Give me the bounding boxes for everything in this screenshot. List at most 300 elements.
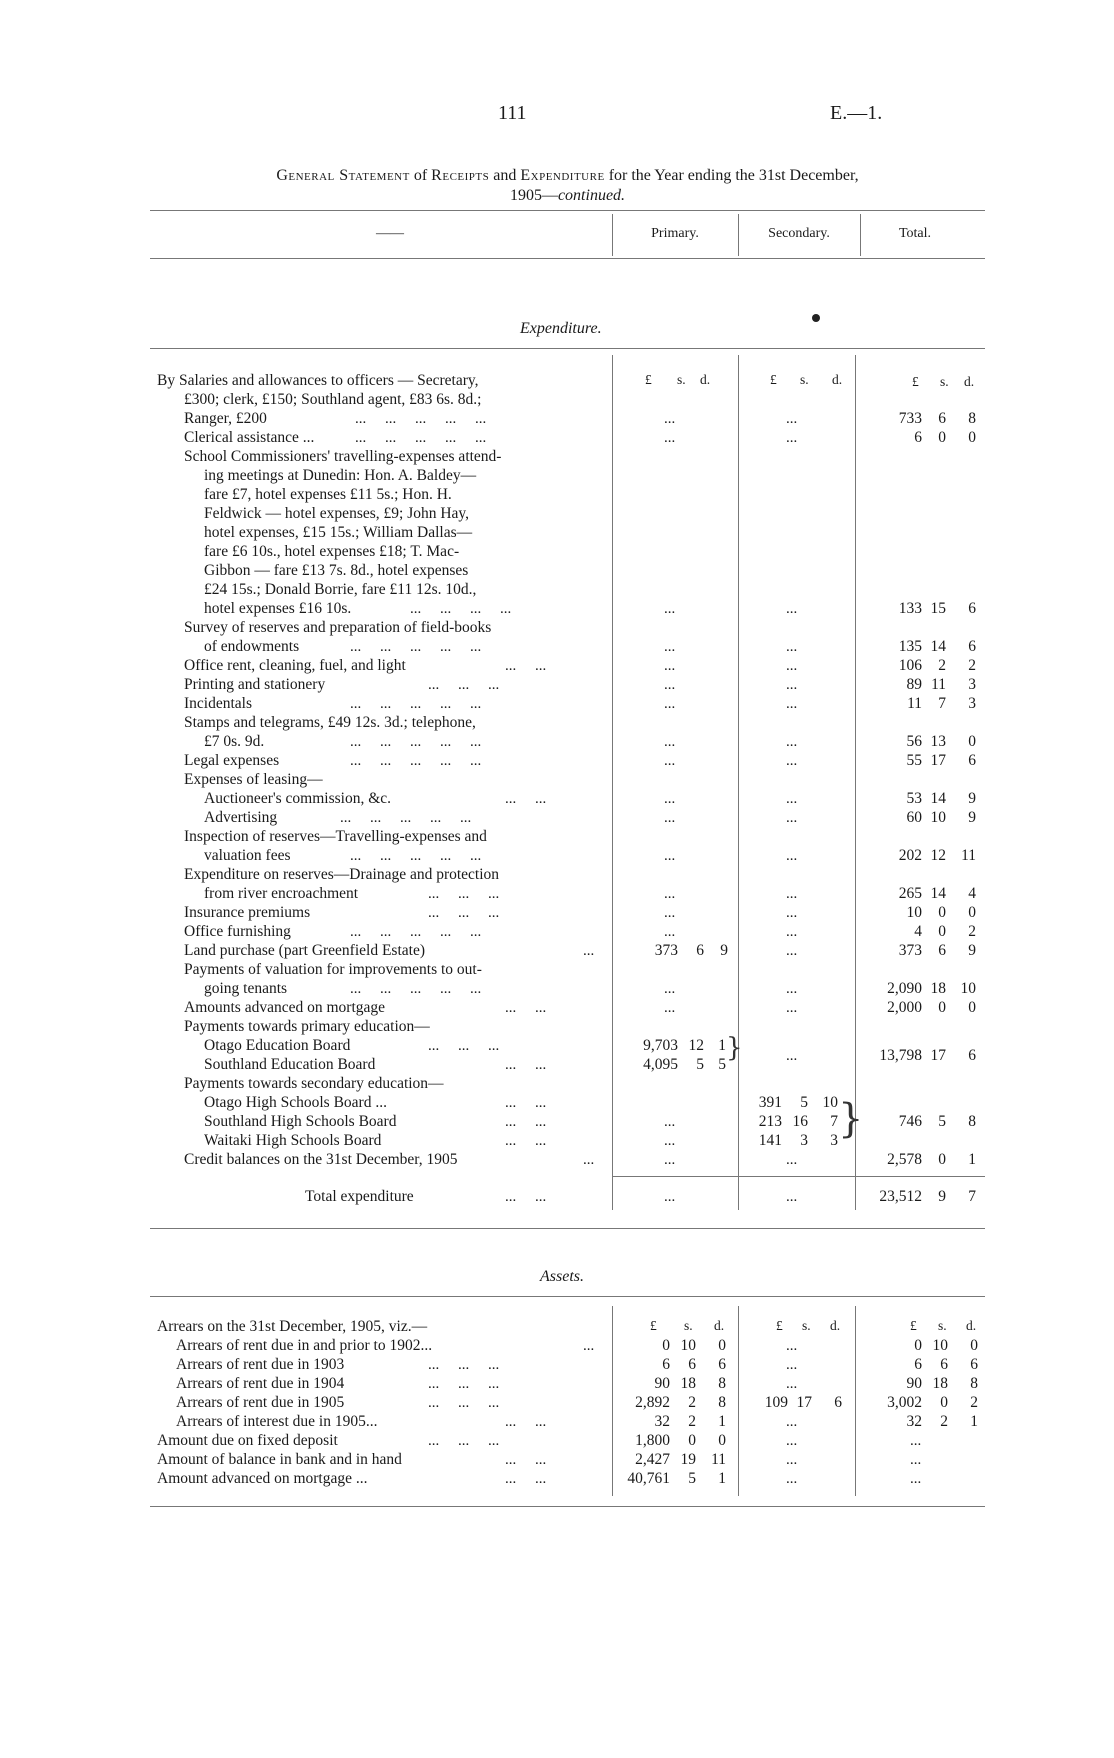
at-0-d: 0 — [970, 1337, 978, 1354]
t-printing-s: 11 — [931, 676, 946, 693]
exp-secondary-pound: £ — [770, 372, 777, 387]
exp-line-insurance: Insurance premiums — [184, 904, 311, 921]
s-dots-incidentals: ... — [786, 696, 798, 712]
title-receipts: Receipts — [431, 167, 490, 184]
t-clerical-d: 0 — [968, 429, 976, 446]
exp-line-travel-9: hotel expenses £16 10s. — [204, 600, 352, 617]
at-1-d: 6 — [970, 1356, 978, 1373]
s-dots-mortgage: ... — [786, 1000, 798, 1016]
t-valuation-d: 10 — [960, 980, 976, 997]
title-expenditure: Expenditure — [520, 167, 605, 184]
p-otago-edu-d: 1 — [718, 1037, 726, 1054]
as-rent-1905-s: 17 — [796, 1394, 812, 1411]
exp-line-credit: Credit balances on the 31st December, 1905 — [184, 1151, 458, 1168]
p-dots-mortgage: ... — [664, 1000, 676, 1016]
p-dots-advertising: ... — [664, 810, 676, 826]
t-insurance-l: 10 — [906, 904, 922, 921]
t-advertising-s: 10 — [930, 809, 946, 826]
t-travel-l: 133 — [898, 600, 922, 617]
t-stamps-l: 56 — [906, 733, 922, 750]
assets-top-rule — [150, 1296, 985, 1297]
p-southland-edu-s: 5 — [696, 1056, 704, 1073]
asset-dots-rent-1903: ... ... ... — [428, 1357, 500, 1373]
t-grand-d: 7 — [968, 1188, 976, 1205]
exp-line-salaries-3: Ranger, £200 — [184, 410, 267, 427]
p-dots-incidentals: ... — [664, 696, 676, 712]
exp-line-furnishing: Office furnishing — [184, 923, 291, 940]
s-dots-credit: ... — [786, 1152, 798, 1168]
p-dots-office: ... — [664, 658, 676, 674]
s-dots-inspection: ... — [786, 848, 798, 864]
s-dots-advertising: ... — [786, 810, 798, 826]
p-dots-legal: ... — [664, 753, 676, 769]
at-dots-5: ... — [910, 1433, 922, 1449]
exp-line-waitaki-high: Waitaki High Schools Board — [204, 1132, 382, 1149]
t-legal-d: 6 — [968, 752, 976, 769]
assets-total-shilling: s. — [938, 1318, 947, 1333]
exp-dots-land: ... — [583, 943, 595, 959]
exp-line-primary-edu: Payments towards primary education— — [184, 1018, 430, 1035]
exp-line-office: Office rent, cleaning, fuel, and light — [184, 657, 406, 674]
t-auctioneer-l: 53 — [906, 790, 922, 807]
s-southland-high-d: 7 — [830, 1113, 838, 1130]
assets-primary-pound: £ — [650, 1318, 657, 1333]
as-dots-7: ... — [786, 1471, 798, 1487]
exp-secondary-shilling: s. — [800, 372, 809, 387]
s-southland-high-s: 16 — [792, 1113, 808, 1130]
asset-line-arrears: Arrears on the 31st December, 1905, viz.— — [157, 1318, 428, 1335]
at-4-l: 32 — [906, 1413, 922, 1430]
exp-total-shilling: s. — [940, 374, 949, 389]
p-southland-edu-d: 5 — [718, 1056, 726, 1073]
exp-line-travel-2: ing meetings at Dunedin: Hon. A. Baldey— — [204, 467, 477, 484]
p-land-s: 6 — [696, 942, 704, 959]
exp-total-label: Total expenditure — [305, 1188, 414, 1205]
at-3-s: 0 — [940, 1394, 948, 1411]
document-code: E.—1. — [830, 102, 883, 124]
ap-2-d: 8 — [718, 1375, 726, 1392]
s-waitaki-high-d: 3 — [830, 1132, 838, 1149]
at-2-s: 18 — [932, 1375, 948, 1392]
exp-line-land: Land purchase (part Greenfield Estate) — [184, 942, 425, 959]
exp-line-stamps-2: £7 0s. 9d. — [204, 733, 265, 750]
exp-bottom-rule — [150, 1228, 985, 1229]
exp-dots-incidentals: ... ... ... ... ... — [350, 696, 482, 712]
s-dots-stamps: ... — [786, 734, 798, 750]
as-dots-4: ... — [786, 1414, 798, 1430]
asset-line-rent-1902: Arrears of rent due in and prior to 1902... — [176, 1337, 433, 1354]
at-dots-6: ... — [910, 1452, 922, 1468]
exp-line-valuation-1: Payments of valuation for improvements to out- — [184, 961, 482, 978]
t-legal-s: 17 — [930, 752, 946, 769]
ap-3-d: 8 — [718, 1394, 726, 1411]
asset-dots-rent-1902: ... — [583, 1338, 595, 1354]
t-furnishing-l: 4 — [914, 923, 922, 940]
at-4-s: 2 — [940, 1413, 948, 1430]
asset-dots-rent-1904: ... ... ... — [428, 1376, 500, 1392]
exp-dots-credit: ... — [583, 1152, 595, 1168]
exp-line-salaries-2: £300; clerk, £150; Southland agent, £83 6s. 8d.; — [184, 391, 482, 408]
t-incidentals-s: 7 — [938, 695, 946, 712]
ap-3-l: 2,892 — [635, 1394, 670, 1411]
p-land-d: 9 — [720, 942, 728, 959]
t-inspection-s: 12 — [930, 847, 946, 864]
exp-dots-inspection: ... ... ... ... ... — [350, 848, 482, 864]
s-dots-auctioneer: ... — [786, 791, 798, 807]
t-incidentals-d: 3 — [968, 695, 976, 712]
ap-2-l: 90 — [654, 1375, 670, 1392]
exp-dots-legal: ... ... ... ... ... — [350, 753, 482, 769]
asset-dots-mortgage: ... ... — [505, 1471, 547, 1487]
col-head-secondary: Secondary. — [768, 226, 830, 241]
asset-dots-fixed-deposit: ... ... ... — [428, 1433, 500, 1449]
t-land-s: 6 — [938, 942, 946, 959]
t-office-s: 2 — [938, 657, 946, 674]
title-of: of — [413, 167, 428, 184]
asset-line-mortgage: Amount advanced on mortgage ... — [157, 1470, 368, 1487]
t-reserves-l: 265 — [898, 885, 922, 902]
p-dots-waitaki-high: ... — [664, 1133, 676, 1149]
t-primary-edu-d: 6 — [968, 1047, 976, 1064]
asset-line-rent-1904: Arrears of rent due in 1904 — [176, 1375, 345, 1392]
t-credit-l: 2,578 — [887, 1151, 922, 1168]
p-dots-furnishing: ... — [664, 924, 676, 940]
top-rule — [150, 210, 985, 211]
exp-line-leasing: Expenses of leasing— — [184, 771, 323, 788]
p-dots-reserves: ... — [664, 886, 676, 902]
exp-dots-reserves: ... ... ... — [428, 886, 500, 902]
t-secondary-edu-l: 746 — [898, 1113, 922, 1130]
t-land-l: 373 — [898, 942, 922, 959]
exp-line-travel-8: £24 15s.; Donald Borrie, fare £11 12s. 10d., — [204, 581, 477, 598]
title-and: and — [493, 167, 517, 184]
ap-6-d: 11 — [711, 1451, 726, 1468]
exp-line-incidentals: Incidentals — [184, 695, 253, 712]
p-dots-inspection: ... — [664, 848, 676, 864]
p-otago-edu-s: 12 — [688, 1037, 704, 1054]
exp-line-travel-1: School Commissioners' travelling-expenses attend- — [184, 448, 502, 465]
exp-line-legal: Legal expenses — [184, 752, 280, 769]
p-dots-clerical: ... — [664, 430, 676, 446]
s-dots-total: ... — [786, 1189, 798, 1205]
ap-6-s: 19 — [680, 1451, 696, 1468]
t-grand-l: 23,512 — [879, 1188, 922, 1205]
exp-line-reserves-2: from river encroachment — [204, 885, 359, 902]
t-clerical-s: 0 — [938, 429, 946, 446]
t-stamps-d: 0 — [968, 733, 976, 750]
t-secondary-edu-s: 5 — [938, 1113, 946, 1130]
ap-7-d: 1 — [718, 1470, 726, 1487]
asset-dots-interest: ... ... — [505, 1414, 547, 1430]
expenditure-heading: Expenditure. — [520, 320, 602, 337]
t-grand-s: 9 — [938, 1188, 946, 1205]
p-dots-total: ... — [664, 1189, 676, 1205]
assets-bottom-rule — [150, 1506, 985, 1507]
ap-7-l: 40,761 — [627, 1470, 670, 1487]
t-advertising-l: 60 — [906, 809, 922, 826]
exp-dots-furnishing: ... ... ... ... ... — [350, 924, 482, 940]
t-printing-d: 3 — [968, 676, 976, 693]
statement-title — [150, 166, 985, 185]
ap-4-d: 1 — [718, 1413, 726, 1430]
t-inspection-l: 202 — [898, 847, 922, 864]
exp-line-inspection-2: valuation fees — [204, 847, 291, 864]
exp-col-line-3 — [855, 355, 856, 1210]
asset-line-rent-1903: Arrears of rent due in 1903 — [176, 1356, 345, 1373]
exp-dots-survey: ... ... ... ... ... — [350, 639, 482, 655]
title-continued: continued. — [557, 187, 626, 204]
ap-2-s: 18 — [680, 1375, 696, 1392]
ap-1-s: 6 — [688, 1356, 696, 1373]
p-dots-travel: ... — [664, 601, 676, 617]
exp-dots-office: ... ... — [505, 658, 547, 674]
exp-dots-otago-edu: ... ... ... — [428, 1038, 500, 1054]
title-year: 1905— — [509, 187, 558, 204]
exp-dots-auctioneer: ... ... — [505, 791, 547, 807]
ap-4-l: 32 — [654, 1413, 670, 1430]
s-waitaki-high-l: 141 — [758, 1132, 782, 1149]
p-dots-salaries: ... — [664, 411, 676, 427]
t-credit-d: 1 — [968, 1151, 976, 1168]
exp-dots-travel: ... ... ... ... — [410, 601, 512, 617]
ap-5-l: 1,800 — [635, 1432, 670, 1449]
t-clerical-l: 6 — [914, 429, 922, 446]
exp-line-secondary-edu: Payments towards secondary education— — [184, 1075, 444, 1092]
ap-5-s: 0 — [688, 1432, 696, 1449]
t-stamps-s: 13 — [930, 733, 946, 750]
as-rent-1905-d: 6 — [834, 1394, 842, 1411]
exp-total-pound: £ — [912, 374, 919, 389]
assets-primary-shilling: s. — [684, 1318, 693, 1333]
exp-line-survey-2: of endowments — [204, 638, 300, 655]
p-dots-insurance: ... — [664, 905, 676, 921]
as-dots-0: ... — [786, 1338, 798, 1354]
t-survey-d: 6 — [968, 638, 976, 655]
t-mortgage-s: 0 — [938, 999, 946, 1016]
as-dots-6: ... — [786, 1452, 798, 1468]
ap-4-s: 2 — [688, 1413, 696, 1430]
exp-dots-southland-edu: ... ... — [505, 1057, 547, 1073]
s-dots-primary-edu: ... — [786, 1048, 798, 1064]
ap-0-l: 0 — [662, 1337, 670, 1354]
exp-line-clerical: Clerical assistance ... — [184, 429, 315, 446]
asset-dots-bank: ... ... — [505, 1452, 547, 1468]
t-legal-l: 55 — [906, 752, 922, 769]
title-general-statement: General Statement — [276, 167, 410, 184]
exp-line-stamps-1: Stamps and telegrams, £49 12s. 3d.; telephone, — [184, 714, 476, 731]
at-3-d: 2 — [970, 1394, 978, 1411]
exp-dots-printing: ... ... ... — [428, 677, 500, 693]
asset-line-interest: Arrears of interest due in 1905... — [176, 1413, 378, 1430]
expenditure-top-rule — [150, 348, 985, 349]
s-otago-high-s: 5 — [800, 1094, 808, 1111]
t-auctioneer-s: 14 — [930, 790, 946, 807]
asset-line-bank: Amount of balance in bank and in hand — [157, 1451, 402, 1468]
t-survey-l: 135 — [898, 638, 922, 655]
assets-col-line-3 — [855, 1306, 856, 1496]
t-advertising-d: 9 — [968, 809, 976, 826]
t-salaries-l: 733 — [898, 410, 922, 427]
exp-line-salaries: By Salaries and allowances to officers — Secretary, — [157, 372, 479, 389]
exp-dots-southland-high: ... ... — [505, 1114, 547, 1130]
s-dots-travel: ... — [786, 601, 798, 617]
exp-dots-insurance: ... ... ... — [428, 905, 500, 921]
at-3-l: 3,002 — [887, 1394, 922, 1411]
exp-line-travel-7: Gibbon — fare £13 7s. 8d., hotel expenses — [204, 562, 469, 579]
p-otago-edu-l: 9,703 — [643, 1037, 678, 1054]
as-dots-2: ... — [786, 1376, 798, 1392]
s-dots-clerical: ... — [786, 430, 798, 446]
s-dots-salaries: ... — [786, 411, 798, 427]
ink-dot — [812, 314, 820, 322]
t-credit-s: 0 — [938, 1151, 946, 1168]
col-head-total: Total. — [898, 226, 932, 241]
s-otago-high-l: 391 — [758, 1094, 782, 1111]
t-travel-d: 6 — [968, 600, 976, 617]
asset-dots-rent-1905: ... ... ... — [428, 1395, 500, 1411]
s-dots-survey: ... — [786, 639, 798, 655]
s-otago-high-d: 10 — [822, 1094, 838, 1111]
p-dots-southland-high: ... — [664, 1114, 676, 1130]
s-dots-legal: ... — [786, 753, 798, 769]
exp-primary-shilling: s. — [677, 372, 686, 387]
exp-line-inspection-1: Inspection of reserves—Travelling-expenses and — [184, 828, 487, 845]
exp-line-printing: Printing and stationery — [184, 676, 326, 693]
exp-col-line-1 — [612, 355, 613, 1210]
s-dots-insurance: ... — [786, 905, 798, 921]
at-2-l: 90 — [906, 1375, 922, 1392]
assets-secondary-pound: £ — [776, 1318, 783, 1333]
asset-line-fixed-deposit: Amount due on fixed deposit — [157, 1432, 338, 1449]
ap-5-d: 0 — [718, 1432, 726, 1449]
at-dots-7: ... — [910, 1471, 922, 1487]
p-dots-auctioneer: ... — [664, 791, 676, 807]
exp-line-advertising: Advertising — [204, 809, 278, 826]
col-head-dash: —— — [376, 226, 404, 241]
exp-primary-pence: d. — [700, 372, 711, 387]
assets-col-line-2 — [738, 1306, 739, 1496]
t-primary-edu-s: 17 — [930, 1047, 946, 1064]
t-travel-s: 15 — [930, 600, 946, 617]
p-dots-valuation: ... — [664, 981, 676, 997]
exp-line-valuation-2: going tenants — [204, 980, 288, 997]
secondary-edu-brace: } — [838, 1096, 864, 1142]
exp-line-southland-high: Southland High Schools Board — [204, 1113, 397, 1130]
exp-line-southland-edu: Southland Education Board — [204, 1056, 376, 1073]
ap-0-s: 10 — [680, 1337, 696, 1354]
exp-dots-advertising: ... ... ... ... ... — [340, 810, 472, 826]
exp-col-line-2 — [738, 355, 739, 1210]
s-dots-reserves: ... — [786, 886, 798, 902]
exp-line-otago-high: Otago High Schools Board ... — [204, 1094, 387, 1111]
p-dots-stamps: ... — [664, 734, 676, 750]
ap-3-s: 2 — [688, 1394, 696, 1411]
t-furnishing-d: 2 — [968, 923, 976, 940]
title-rest: for the Year ending the 31st December, — [608, 167, 859, 184]
assets-secondary-pence: d. — [830, 1318, 841, 1333]
ap-1-l: 6 — [662, 1356, 670, 1373]
t-secondary-edu-d: 8 — [968, 1113, 976, 1130]
exp-line-travel-5: hotel expenses, £15 15s.; William Dallas— — [204, 524, 473, 541]
exp-total-top-rule — [612, 1176, 985, 1177]
exp-line-otago-edu: Otago Education Board — [204, 1037, 351, 1054]
s-dots-office: ... — [786, 658, 798, 674]
t-salaries-d: 8 — [968, 410, 976, 427]
s-dots-land: ... — [786, 943, 798, 959]
t-reserves-d: 4 — [968, 885, 976, 902]
t-land-d: 9 — [968, 942, 976, 959]
exp-line-travel-6: fare £6 10s., hotel expenses £18; T. Mac- — [204, 543, 460, 560]
as-dots-5: ... — [786, 1433, 798, 1449]
primary-edu-brace: } — [726, 1033, 743, 1063]
p-dots-printing: ... — [664, 677, 676, 693]
as-rent-1905-l: 109 — [764, 1394, 788, 1411]
t-mortgage-d: 0 — [968, 999, 976, 1016]
t-inspection-d: 11 — [961, 847, 976, 864]
t-valuation-s: 18 — [930, 980, 946, 997]
assets-total-pound: £ — [910, 1318, 917, 1333]
exp-line-reserves-1: Expenditure on reserves—Drainage and protection — [184, 866, 500, 883]
as-dots-1: ... — [786, 1357, 798, 1373]
t-furnishing-s: 0 — [938, 923, 946, 940]
t-printing-l: 89 — [906, 676, 922, 693]
at-0-s: 10 — [932, 1337, 948, 1354]
t-auctioneer-d: 9 — [968, 790, 976, 807]
t-reserves-s: 14 — [930, 885, 946, 902]
s-dots-furnishing: ... — [786, 924, 798, 940]
p-southland-edu-l: 4,095 — [643, 1056, 678, 1073]
assets-total-pence: d. — [966, 1318, 977, 1333]
at-0-l: 0 — [914, 1337, 922, 1354]
exp-dots-clerical: ... ... ... ... ... — [355, 430, 487, 446]
exp-dots-otago-high: ... ... — [505, 1095, 547, 1111]
statement-title-line2 — [150, 186, 985, 205]
s-waitaki-high-s: 3 — [800, 1132, 808, 1149]
exp-dots-stamps: ... ... ... ... ... — [350, 734, 482, 750]
exp-primary-pound: £ — [645, 372, 652, 387]
t-survey-s: 14 — [930, 638, 946, 655]
assets-secondary-shilling: s. — [802, 1318, 811, 1333]
at-4-d: 1 — [970, 1413, 978, 1430]
s-dots-printing: ... — [786, 677, 798, 693]
t-primary-edu-l: 13,798 — [879, 1047, 922, 1064]
ap-1-d: 6 — [718, 1356, 726, 1373]
p-dots-survey: ... — [664, 639, 676, 655]
col-head-primary: Primary. — [651, 226, 699, 241]
at-1-l: 6 — [914, 1356, 922, 1373]
t-mortgage-l: 2,000 — [887, 999, 922, 1016]
s-dots-valuation: ... — [786, 981, 798, 997]
exp-line-survey-1: Survey of reserves and preparation of field-books — [184, 619, 492, 636]
exp-line-auctioneer: Auctioneer's commission, &c. — [204, 790, 392, 807]
exp-line-mortgage: Amounts advanced on mortgage — [184, 999, 386, 1016]
t-valuation-l: 2,090 — [887, 980, 922, 997]
header-bottom-rule — [150, 258, 985, 259]
at-1-s: 6 — [940, 1356, 948, 1373]
s-southland-high-l: 213 — [758, 1113, 782, 1130]
ap-6-l: 2,427 — [635, 1451, 670, 1468]
exp-dots-mortgage: ... ... — [505, 1000, 547, 1016]
exp-dots-total: ... ... — [505, 1189, 547, 1205]
exp-dots-waitaki-high: ... ... — [505, 1133, 547, 1149]
assets-primary-pence: d. — [714, 1318, 725, 1333]
t-insurance-s: 0 — [938, 904, 946, 921]
exp-dots-salaries: ... ... ... ... ... — [355, 411, 487, 427]
ap-0-d: 0 — [718, 1337, 726, 1354]
exp-secondary-pence: d. — [832, 372, 843, 387]
ap-7-s: 5 — [688, 1470, 696, 1487]
t-office-d: 2 — [968, 657, 976, 674]
